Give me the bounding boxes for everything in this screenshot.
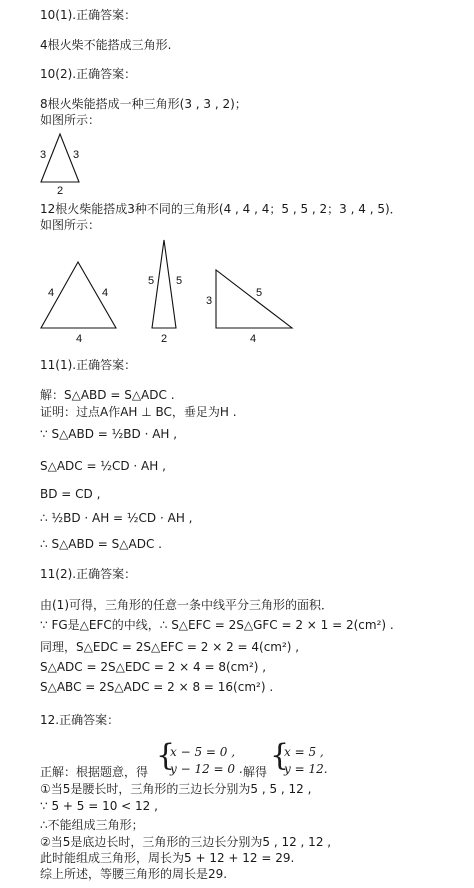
fig3-label-right: 5: [176, 275, 183, 287]
fig1-label-left: 3: [40, 149, 47, 161]
fig3-label-base: 2: [161, 333, 168, 344]
triangle-figure-444: [36, 254, 126, 344]
q10-2-header: 10(2).正确答案：: [40, 67, 137, 81]
fig4-label-hyp: 5: [256, 287, 263, 299]
q12-line: 此时能组成三角形，周长为5 + 12 + 12 = 29.: [40, 851, 295, 865]
q12-header: 12.正确答案：: [40, 713, 120, 727]
q10-1-answer: 4根火柴不能搭成三角形.: [40, 38, 172, 52]
fig2-label-base: 4: [76, 333, 83, 344]
q12-line: ②当5是底边长时，三角形的三边长分别为5 , 12 , 12 ,: [40, 835, 332, 849]
q11-1-line: 证明：过点A作AH ⊥ BC，垂足为H .: [40, 405, 237, 419]
fig1-label-base: 2: [57, 185, 64, 194]
q12-line: ∵ 5 + 5 = 10 < 12 ,: [40, 799, 158, 813]
q10-2-line1: 8根火柴能搭成一种三角形(3 , 3 , 2)；: [40, 97, 247, 111]
q10-2-line3: 12根火柴能搭成3种不同的三角形(4 , 4 , 4；5 , 5 , 2；3 , 4 , 5)．: [40, 202, 402, 216]
q12-eq-a: x − 5 = 0 ,: [170, 745, 236, 759]
q11-1-header: 11(1).正确答案：: [40, 358, 137, 372]
q11-1-line: ∵ S△ABD = ½BD · AH ,: [40, 427, 178, 441]
triangle-figure-332: [36, 128, 86, 194]
q11-2-line: S△ABC = 2S△ADC = 2 × 8 = 16(cm²) .: [40, 680, 274, 694]
q11-2-line: ∵ FG是△EFC的中线，∴ S△EFC = 2S△GFC = 2 × 1 = 2(cm²) .: [40, 618, 394, 632]
q11-2-header: 11(2).正确答案：: [40, 567, 137, 581]
q11-2-line: S△ADC = 2S△EDC = 2 × 4 = 8(cm²) ,: [40, 660, 267, 674]
triangle-figure-552: [140, 236, 190, 344]
q11-2-line: 同理，S△EDC = 2S△EFC = 2 × 2 = 4(cm²) ,: [40, 640, 300, 654]
system-brace: {: [156, 738, 176, 773]
q12-eq-b: y − 12 = 0 .: [170, 762, 243, 776]
fig2-label-right: 4: [102, 287, 109, 299]
solution-brace: {: [270, 738, 290, 773]
triangle-figure-345: [204, 264, 304, 346]
q10-2-line2: 如图所示：: [40, 113, 101, 127]
q10-1-header: 10(1).正确答案：: [40, 8, 137, 22]
q12-line: ①当5是腰长时，三角形的三边长分别为5 , 5 , 12 ,: [40, 782, 312, 796]
fig4-label-left: 3: [206, 295, 213, 307]
q12-line: ∴不能组成三角形；: [40, 818, 144, 832]
q12-line: 综上所述，等腰三角形的周长是29.: [40, 867, 228, 881]
q12-sol-b: y = 12.: [284, 762, 328, 776]
fig3-label-left: 5: [148, 275, 155, 287]
q11-1-line: S△ADC = ½CD · AH ,: [40, 459, 166, 473]
fig4-label-base: 4: [250, 333, 257, 345]
q11-1-line: BD = CD ,: [40, 487, 101, 501]
q11-2-line: 由(1)可得，三角形的任意一条中线平分三角形的面积．: [40, 598, 334, 612]
fig1-label-right: 3: [73, 149, 80, 161]
q12-sol-a: x = 5 ,: [284, 745, 324, 759]
q12-solve-prefix: 正解：根据题意，得: [40, 765, 149, 779]
fig2-label-left: 4: [48, 287, 55, 299]
q10-2-line4: 如图所示：: [40, 218, 101, 232]
q11-1-line: ∴ ½BD · AH = ½CD · AH ,: [40, 511, 193, 525]
q11-1-line: 解：S△ABD = S△ADC .: [40, 388, 175, 402]
q12-solve-mid: 解得: [243, 765, 268, 779]
q11-1-line: ∴ S△ABD = S△ADC .: [40, 537, 162, 551]
